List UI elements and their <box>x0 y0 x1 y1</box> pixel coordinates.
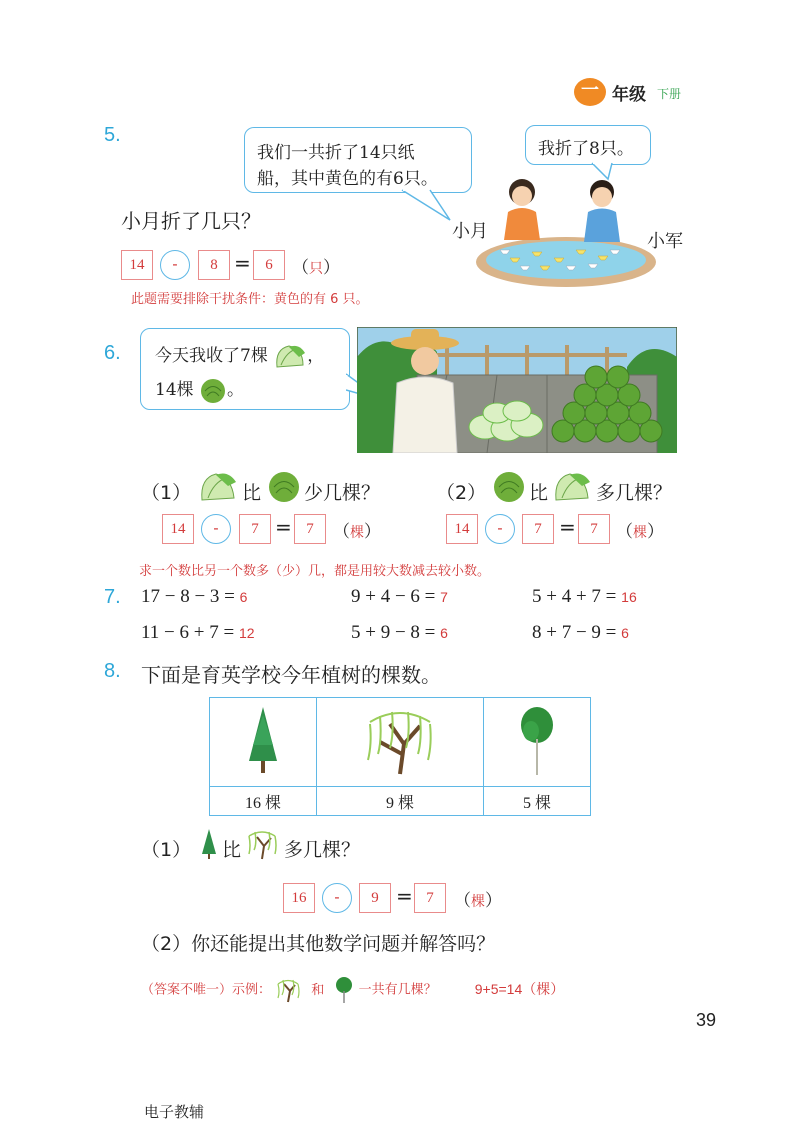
q5-minuend-box: 14 <box>121 250 153 280</box>
q6-p2-equals: = <box>559 515 576 539</box>
poplar-tree-icon <box>334 976 354 1004</box>
q5-number: 5. <box>104 124 121 146</box>
q5-bubble-girl <box>244 127 472 193</box>
tree-count-table <box>209 697 591 816</box>
q5-equals: = <box>234 251 251 275</box>
q8-p1-equals: = <box>396 884 413 908</box>
q6-p1-unit-text: 棵 <box>350 525 364 541</box>
q8-sample-answer <box>141 976 564 1004</box>
willow-tree-icon <box>245 828 279 860</box>
q5-bubble-boy <box>525 125 651 165</box>
farmer-harvest-illustration <box>357 327 677 453</box>
q6-bubble-line2 <box>155 375 244 404</box>
q7-r1c1-answer: 6 <box>239 589 248 605</box>
q8-answer-question: 一共有几棵？ <box>358 982 437 998</box>
q7-r2c3-answer: 6 <box>621 625 629 641</box>
grade-badge-circle: 一 <box>574 78 606 106</box>
q6-p2-question: 多几棵？ <box>596 482 673 504</box>
q6-bubble-line1-text: 今天我收了7棵 <box>155 346 268 366</box>
q7-r1c3-answer: 16 <box>621 589 637 605</box>
q5-bubble-girl-tail <box>400 188 460 224</box>
napa-cabbage-icon <box>552 470 592 504</box>
q5-note: 此题需要排除干扰条件：黄色的有 6 只。 <box>131 292 369 307</box>
q7-number: 7. <box>104 586 121 608</box>
willow-tree-icon <box>275 977 301 1003</box>
q7-r1c2 <box>351 586 448 608</box>
q5-unit-open: （ <box>292 258 309 278</box>
q8-title: 下面是育英学校今年植树的棵数。 <box>141 663 441 687</box>
q5-bubble2-text: 我折了8只。 <box>538 139 634 159</box>
pine-count: 16 棵 <box>210 787 317 816</box>
round-cabbage-icon <box>266 470 302 504</box>
q6-p2-result-box: 7 <box>578 514 610 544</box>
q7-r2c2 <box>351 622 448 644</box>
q5-unit <box>292 253 340 278</box>
q6-p2-operator-circle: - <box>485 514 515 544</box>
q6-p2-minuend-box: 14 <box>446 514 478 544</box>
willow-count: 9 棵 <box>317 787 484 816</box>
poplar-tree-icon <box>517 703 557 777</box>
q7-r2c2-expr: 5 + 9 − 8 = <box>351 622 436 643</box>
q5-name-girl: 小月 <box>452 221 488 242</box>
volume-label: 下册 <box>657 87 682 101</box>
q5-question: 小月折了几只？ <box>121 209 261 233</box>
q6-bubble <box>140 328 350 410</box>
pine-tree-icon <box>199 828 219 860</box>
pine-cell <box>210 698 317 787</box>
napa-cabbage-icon <box>273 343 307 371</box>
q7-r2c3 <box>532 622 629 644</box>
q8-number: 8. <box>104 660 121 682</box>
q8-p1-unit: （棵） <box>454 891 502 911</box>
round-cabbage-icon <box>199 378 227 404</box>
pine-tree-icon <box>243 705 283 775</box>
q8-p2-question: （2）你还能提出其他数学问题并解答吗？ <box>141 933 496 955</box>
q8-answer-equation: 9+5=14（棵） <box>474 980 565 997</box>
q6-p1-equals: = <box>275 515 292 539</box>
q6-p1-question: 少几棵？ <box>304 482 381 504</box>
q7-r2c2-answer: 6 <box>440 625 448 641</box>
q5-result-box: 6 <box>253 250 285 280</box>
napa-cabbage-icon <box>198 470 238 504</box>
q6-p1-bi: 比 <box>242 482 262 504</box>
paper-boat-pool-illustration <box>470 170 660 290</box>
q5-operator-circle: - <box>160 250 190 280</box>
q7-r2c1-expr: 11 − 6 + 7 = <box>141 622 235 643</box>
q7-r1c2-answer: 7 <box>440 589 448 605</box>
q6-number: 6. <box>104 342 121 364</box>
q6-bubble-line1-comma: ， <box>307 346 325 366</box>
q6-p1-result-box: 7 <box>294 514 326 544</box>
q7-r1c1-expr: 17 − 8 − 3 = <box>141 586 235 607</box>
willow-tree-icon <box>360 704 440 776</box>
willow-cell <box>317 698 484 787</box>
q8-answer-and: 和 <box>311 982 325 998</box>
q6-p2-bi: 比 <box>529 482 549 504</box>
q6-p2-unit-text: 棵 <box>633 525 647 541</box>
q5-bubble-line2: 船，其中黄色的有6只。 <box>257 169 438 189</box>
q6-p2-label: （2） <box>436 482 487 504</box>
q8-p1-question: 多几棵？ <box>284 839 361 861</box>
q8-p1-subtrahend-box: 9 <box>359 883 391 913</box>
q6-bubble-line2-period: 。 <box>227 380 245 400</box>
round-cabbage-icon <box>491 470 527 504</box>
q7-r1c3 <box>532 586 637 608</box>
poplar-cell <box>484 698 591 787</box>
q8-p1-unit-text: 棵 <box>471 894 485 910</box>
q6-p1-operator-circle: - <box>201 514 231 544</box>
q8-p1-operator-circle: - <box>322 883 352 913</box>
q6-bubble-line1 <box>155 341 324 371</box>
grade-label: 年级 <box>612 85 646 105</box>
q8-p1-result-box: 7 <box>414 883 446 913</box>
q6-bubble-line2-text: 14棵 <box>155 380 194 400</box>
q7-r2c3-expr: 8 + 7 − 9 = <box>532 622 617 643</box>
q8-p1-label: （1） <box>141 839 192 861</box>
q6-note: 求一个数比另一个数多（少）几，都是用较大数减去较小数。 <box>139 564 491 579</box>
q5-name-boy: 小军 <box>647 231 683 252</box>
q5-subtrahend-box: 8 <box>198 250 230 280</box>
poplar-count: 5 棵 <box>484 787 591 816</box>
q8-answer-prefix: （答案不唯一）示例： <box>141 982 272 998</box>
q5-unit-text: 只 <box>309 261 323 277</box>
q6-p1-unit: （棵） <box>333 522 381 542</box>
q8-p1-minuend-box: 16 <box>283 883 315 913</box>
footer-label: 电子教辅 <box>144 1103 205 1121</box>
q6-p2-unit: （棵） <box>616 522 664 542</box>
q5-bubble-line1: 我们一共折了14只纸 <box>257 143 415 163</box>
q7-r2c1 <box>141 622 255 644</box>
q7-r1c1 <box>141 586 247 608</box>
page-number: 39 <box>696 1010 717 1030</box>
q6-p1-minuend-box: 14 <box>162 514 194 544</box>
q7-r1c3-expr: 5 + 4 + 7 = <box>532 586 617 607</box>
q6-p1-subtrahend-box: 7 <box>239 514 271 544</box>
q5-unit-close: ） <box>323 258 340 278</box>
q6-p1-label: （1） <box>141 482 192 504</box>
q8-p1-bi: 比 <box>222 839 242 861</box>
q7-r2c1-answer: 12 <box>238 625 255 641</box>
q6-p2-subtrahend-box: 7 <box>522 514 554 544</box>
q7-r1c2-expr: 9 + 4 − 6 = <box>351 586 436 607</box>
